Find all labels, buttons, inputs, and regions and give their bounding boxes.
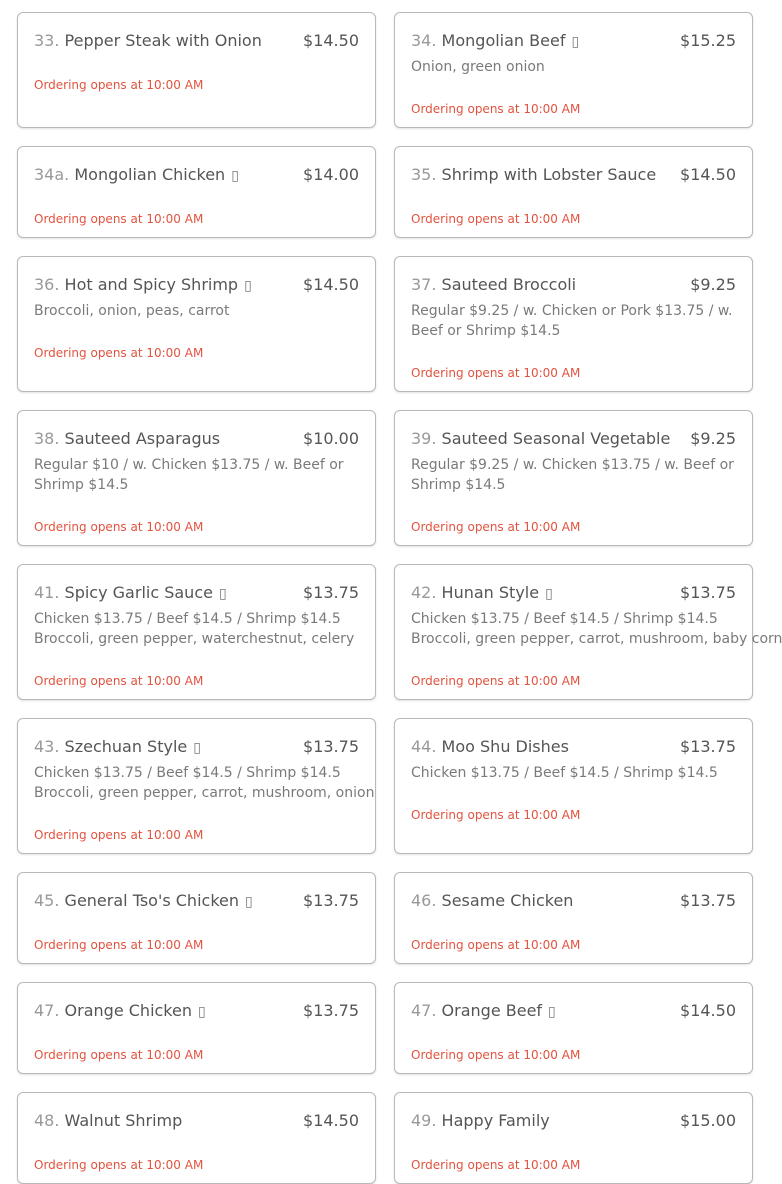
spicy-icon: ▯ <box>218 586 227 602</box>
menu-item-name: Szechuan Style <box>64 737 188 756</box>
menu-item-number: 33. <box>34 31 60 50</box>
menu-item-title-row <box>411 428 736 450</box>
menu-item-card[interactable] <box>394 256 753 392</box>
spicy-icon: ▯ <box>571 34 580 50</box>
menu-item-title-row <box>34 30 359 52</box>
menu-item-number: 34a. <box>34 165 70 184</box>
menu-item-title-row <box>34 582 359 604</box>
menu-item-price: $15.00 <box>680 1111 736 1130</box>
menu-item-name: Orange Beef <box>441 1001 543 1020</box>
menu-item-card[interactable] <box>394 12 753 128</box>
ordering-status: Ordering opens at 10:00 AM <box>411 366 581 380</box>
menu-item-card[interactable] <box>394 718 753 854</box>
menu-item-number: 42. <box>411 583 437 602</box>
menu-item-title-row <box>411 1110 736 1132</box>
menu-item-name: Sesame Chicken <box>441 891 574 910</box>
ordering-status: Ordering opens at 10:00 AM <box>34 78 204 92</box>
menu-item-title-row <box>34 428 359 450</box>
menu-item-name: Sauteed Seasonal Vegetable <box>441 429 671 448</box>
menu-item-name: Hot and Spicy Shrimp <box>64 275 239 294</box>
menu-item-title-row <box>34 736 359 758</box>
menu-item-number: 47. <box>411 1001 437 1020</box>
menu-item-number: 44. <box>411 737 437 756</box>
menu-item-title-row <box>34 890 359 912</box>
menu-item-card[interactable] <box>394 146 753 238</box>
menu-item-price: $14.00 <box>303 165 359 184</box>
menu-item-description-line: Chicken $13.75 / Beef $14.5 / Shrimp $14.5 <box>34 611 341 627</box>
menu-item-description <box>34 455 359 495</box>
menu-item-description-line: Broccoli, green pepper, waterchestnut, celery <box>34 631 355 647</box>
ordering-status: Ordering opens at 10:00 AM <box>411 674 581 688</box>
menu-item-card[interactable] <box>394 410 753 546</box>
menu-item-number: 37. <box>411 275 437 294</box>
menu-item-name: Sauteed Asparagus <box>64 429 221 448</box>
menu-item-price: $10.00 <box>303 429 359 448</box>
ordering-status: Ordering opens at 10:00 AM <box>411 520 581 534</box>
menu-item-title-row <box>411 164 736 186</box>
ordering-status: Ordering opens at 10:00 AM <box>34 1048 204 1062</box>
menu-item-price: $13.75 <box>303 891 359 910</box>
menu-item-title-row <box>34 1110 359 1132</box>
menu-item-title-row <box>34 164 359 186</box>
menu-item-number: 46. <box>411 891 437 910</box>
menu-item-card[interactable] <box>394 1092 753 1184</box>
menu-item-description-line: Onion, green onion <box>411 59 545 75</box>
menu-item-number: 36. <box>34 275 60 294</box>
menu-item-description <box>411 609 782 649</box>
menu-item-number: 34. <box>411 31 437 50</box>
menu-item-title-row <box>411 30 736 52</box>
menu-item-card[interactable] <box>394 564 782 700</box>
menu-item-number: 35. <box>411 165 437 184</box>
menu-item-name: Walnut Shrimp <box>64 1111 183 1130</box>
menu-item-card[interactable] <box>17 564 376 700</box>
ordering-status: Ordering opens at 10:00 AM <box>411 212 581 226</box>
ordering-status: Ordering opens at 10:00 AM <box>34 520 204 534</box>
ordering-status: Ordering opens at 10:00 AM <box>34 674 204 688</box>
menu-item-name: Moo Shu Dishes <box>441 737 569 756</box>
menu-item-number: 43. <box>34 737 60 756</box>
menu-item-description <box>34 301 359 321</box>
menu-item-name: Hunan Style <box>441 583 540 602</box>
menu-item-price: $13.75 <box>303 1001 359 1020</box>
menu-item-card[interactable] <box>17 982 376 1074</box>
menu-item-name: Mongolian Chicken <box>74 165 226 184</box>
ordering-status: Ordering opens at 10:00 AM <box>411 808 581 822</box>
menu-item-card[interactable] <box>394 872 753 964</box>
menu-item-card[interactable] <box>394 982 753 1074</box>
menu-item-card[interactable] <box>17 1092 376 1184</box>
spicy-icon: ▯ <box>548 1004 556 1020</box>
menu-item-title-row <box>34 274 359 296</box>
ordering-status: Ordering opens at 10:00 AM <box>34 346 204 360</box>
menu-item-name: Shrimp with Lobster Sauce <box>441 165 657 184</box>
menu-item-price: $14.50 <box>303 31 359 50</box>
spicy-icon: ▯ <box>193 740 201 756</box>
menu-item-price: $13.75 <box>303 583 359 602</box>
ordering-status: Ordering opens at 10:00 AM <box>411 938 581 952</box>
menu-item-name: Orange Chicken <box>64 1001 192 1020</box>
menu-item-price: $9.25 <box>690 429 736 448</box>
menu-item-title-row <box>411 890 736 912</box>
menu-item-name: Happy Family <box>441 1111 550 1130</box>
menu-item-title-row <box>411 274 736 296</box>
ordering-status: Ordering opens at 10:00 AM <box>34 1158 204 1172</box>
menu-item-description-line: Broccoli, onion, peas, carrot <box>34 303 230 319</box>
menu-item-number: 38. <box>34 429 60 448</box>
menu-item-price: $13.75 <box>303 737 359 756</box>
menu-item-price: $14.50 <box>680 165 736 184</box>
spicy-icon: ▯ <box>245 894 253 910</box>
menu-item-number: 48. <box>34 1111 60 1130</box>
menu-item-card[interactable] <box>17 410 376 546</box>
menu-item-number: 39. <box>411 429 437 448</box>
menu-item-title-row <box>411 582 736 604</box>
spicy-icon: ▯ <box>197 1004 206 1020</box>
menu-item-card[interactable] <box>17 872 376 964</box>
menu-item-card[interactable] <box>17 12 376 128</box>
menu-item-number: 45. <box>34 891 60 910</box>
menu-item-title-row <box>411 736 736 758</box>
menu-item-description <box>411 763 736 783</box>
ordering-status: Ordering opens at 10:00 AM <box>411 1048 581 1062</box>
menu-item-price: $14.50 <box>303 275 359 294</box>
menu-item-name: Sauteed Broccoli <box>441 275 577 294</box>
menu-item-description <box>411 455 736 495</box>
menu-item-card[interactable] <box>17 146 376 238</box>
spicy-icon: ▯ <box>244 278 252 294</box>
menu-item-description-line: Regular $9.25 / w. Chicken $13.75 / w. Beef or Shrimp $14.5 <box>411 457 734 493</box>
menu-item-price: $15.25 <box>680 31 736 50</box>
menu-item-description-line: Chicken $13.75 / Beef $14.5 / Shrimp $14.5 <box>411 611 718 627</box>
menu-item-description <box>411 301 736 341</box>
ordering-status: Ordering opens at 10:00 AM <box>34 828 204 842</box>
menu-item-description-line: Broccoli, green pepper, carrot, mushroom, baby corn <box>411 631 782 647</box>
menu-item-description-line: Regular $9.25 / w. Chicken or Pork $13.75 / w. Beef or Shrimp $14.5 <box>411 303 733 339</box>
menu-item-price: $13.75 <box>680 891 736 910</box>
ordering-status: Ordering opens at 10:00 AM <box>34 938 204 952</box>
menu-item-name: General Tso's Chicken <box>64 891 239 910</box>
menu-item-name: Pepper Steak with Onion <box>64 31 262 50</box>
spicy-icon: ▯ <box>545 586 553 602</box>
menu-item-price: $13.75 <box>680 737 736 756</box>
menu-item-number: 47. <box>34 1001 60 1020</box>
menu-item-title-row <box>34 1000 359 1022</box>
ordering-status: Ordering opens at 10:00 AM <box>411 1158 581 1172</box>
menu-item-name: Mongolian Beef <box>441 31 566 50</box>
menu-item-card[interactable] <box>17 718 376 854</box>
menu-item-description-line: Broccoli, green pepper, carrot, mushroom, onion <box>34 785 375 801</box>
menu-item-number: 49. <box>411 1111 437 1130</box>
menu-item-price: $9.25 <box>690 275 736 294</box>
menu-item-price: $14.50 <box>303 1111 359 1130</box>
menu-item-description <box>34 763 375 803</box>
menu-item-description-line: Chicken $13.75 / Beef $14.5 / Shrimp $14.5 <box>34 765 341 781</box>
menu-item-price: $14.50 <box>680 1001 736 1020</box>
menu-item-description-line: Regular $10 / w. Chicken $13.75 / w. Beef or Shrimp $14.5 <box>34 457 344 493</box>
menu-item-description-line: Chicken $13.75 / Beef $14.5 / Shrimp $14.5 <box>411 765 718 781</box>
menu-item-number: 41. <box>34 583 60 602</box>
menu-item-title-row <box>411 1000 736 1022</box>
menu-item-price: $13.75 <box>680 583 736 602</box>
ordering-status: Ordering opens at 10:00 AM <box>411 102 581 116</box>
spicy-icon: ▯ <box>231 168 239 184</box>
menu-item-description <box>411 57 736 77</box>
menu-item-description <box>34 609 359 649</box>
menu-item-card[interactable] <box>17 256 376 392</box>
ordering-status: Ordering opens at 10:00 AM <box>34 212 204 226</box>
menu-item-name: Spicy Garlic Sauce <box>64 583 213 602</box>
